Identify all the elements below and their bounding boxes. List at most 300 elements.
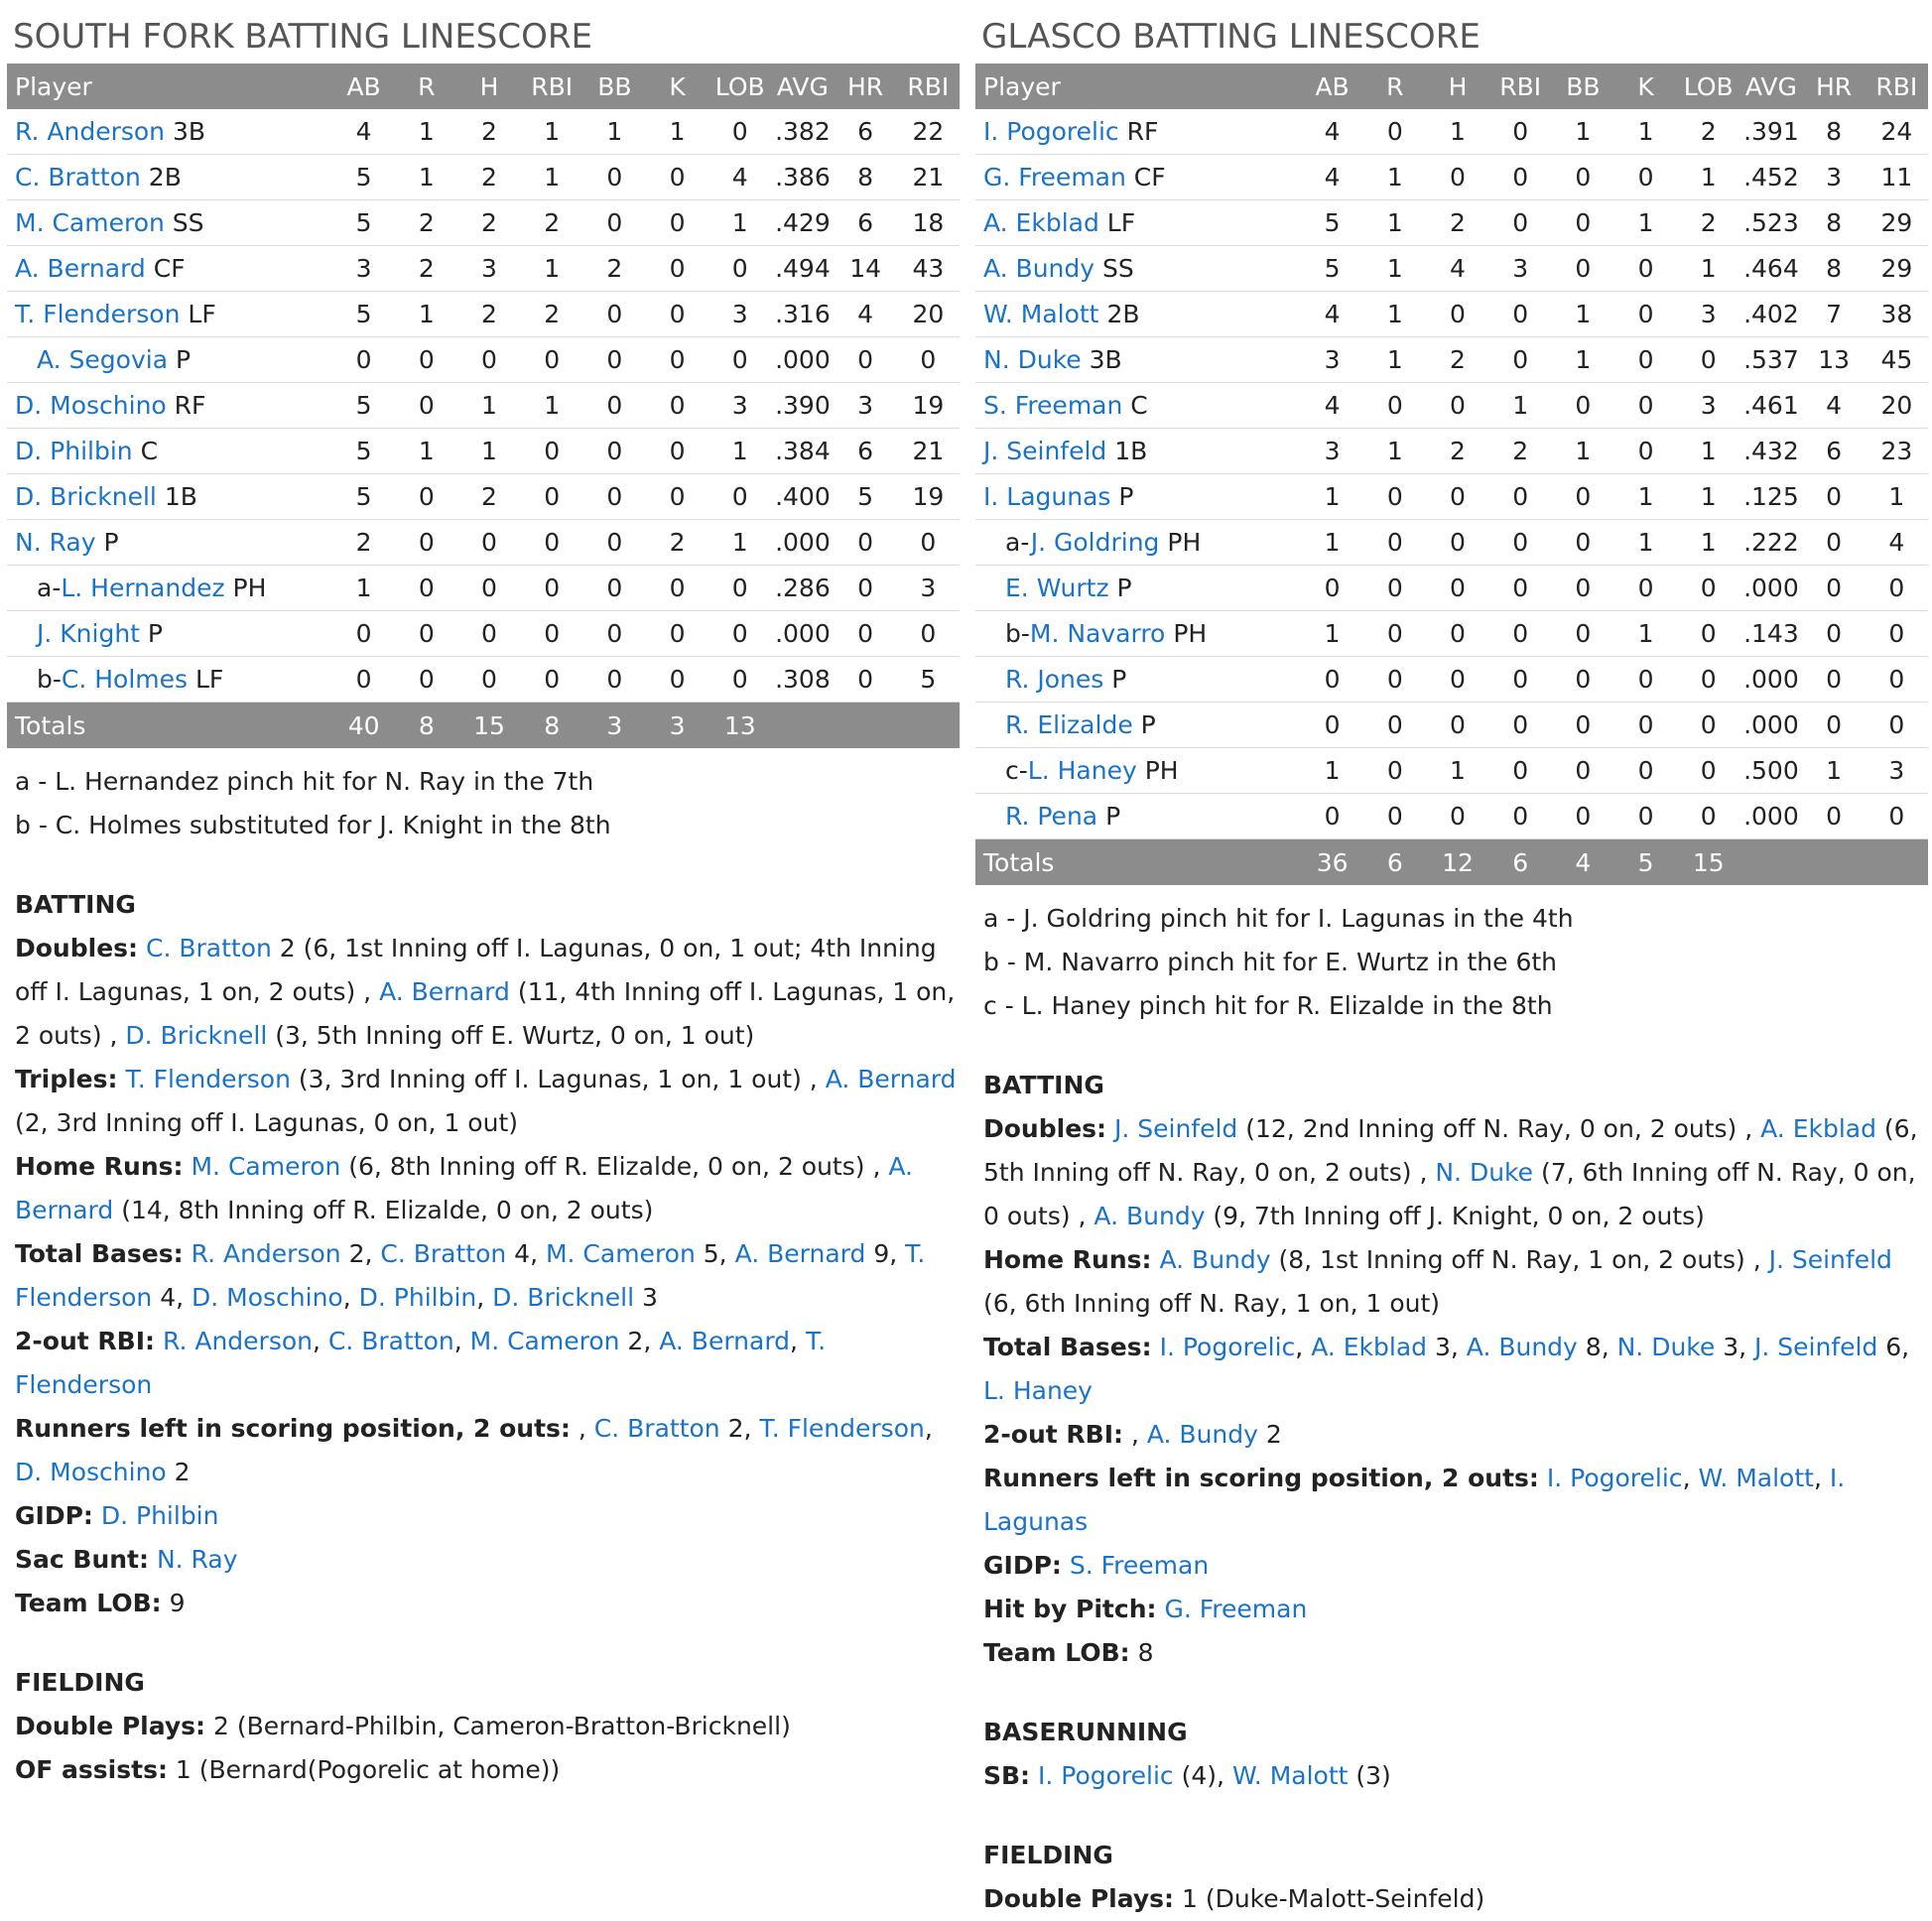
- stat-h: 1: [457, 429, 520, 474]
- totals-stat: 6: [1363, 839, 1426, 886]
- stat-line: [983, 1413, 1928, 1457]
- stat-lob: 0: [1677, 566, 1739, 611]
- stat-bb: 0: [1552, 246, 1614, 292]
- player-link[interactable]: A. Bernard: [734, 1239, 866, 1268]
- player-link[interactable]: A. Ekblad: [1311, 1333, 1428, 1361]
- player-row: [7, 337, 960, 383]
- player-row: [975, 474, 1928, 520]
- player-row: [975, 155, 1928, 200]
- player-name-link[interactable]: A. Ekblad: [983, 208, 1099, 237]
- column-header-lob: LOB: [708, 64, 771, 109]
- totals-label: Totals: [7, 703, 332, 749]
- stat-label: Home Runs:: [15, 1152, 184, 1181]
- stat-label: Runners left in scoring position, 2 outs:: [15, 1414, 571, 1443]
- stat-k: 0: [646, 429, 708, 474]
- player-link[interactable]: D. Moschino: [15, 1458, 167, 1486]
- stat-bb: 0: [1552, 566, 1614, 611]
- stat-h: 0: [457, 337, 520, 383]
- stat-lob: 0: [1677, 794, 1739, 839]
- player-link[interactable]: D. Moschino: [192, 1283, 343, 1312]
- player-link[interactable]: A. Bernard: [15, 1152, 913, 1224]
- player-name-link[interactable]: D. Moschino: [15, 391, 167, 420]
- player-position: CF: [1133, 163, 1166, 192]
- stat-k: 0: [1614, 246, 1677, 292]
- column-header-player: Player: [7, 64, 332, 109]
- column-header-ab: AB: [1301, 64, 1363, 109]
- stat-text: 2,: [719, 1414, 760, 1443]
- player-link[interactable]: M. Cameron: [469, 1327, 620, 1355]
- stat-avg: .000: [771, 520, 834, 566]
- stat-avg: .464: [1739, 246, 1802, 292]
- player-link[interactable]: N. Ray: [156, 1545, 238, 1574]
- player-link[interactable]: L. Haney: [983, 1376, 1093, 1405]
- stat-rbi: 0: [1866, 703, 1928, 748]
- stat-h: 2: [457, 109, 520, 155]
- stat-h: 0: [1426, 383, 1488, 429]
- stat-hr: 0: [1803, 520, 1866, 566]
- player-link[interactable]: A. Bernard: [659, 1327, 791, 1355]
- stat-k: 2: [646, 520, 708, 566]
- stat-lob: 0: [708, 337, 771, 383]
- player-cell: [975, 566, 1301, 611]
- player-link[interactable]: C. Bratton: [145, 934, 272, 962]
- stat-ab: 4: [1301, 155, 1363, 200]
- column-header-avg: AVG: [771, 64, 834, 109]
- stat-ab: 1: [332, 566, 395, 611]
- player-link[interactable]: T. Flenderson: [125, 1065, 291, 1093]
- player-link[interactable]: D. Philbin: [100, 1501, 219, 1530]
- player-name-link[interactable]: J. Seinfeld: [983, 437, 1107, 465]
- column-header-h: H: [1426, 64, 1488, 109]
- player-link[interactable]: J. Seinfeld: [1768, 1245, 1892, 1274]
- player-name-link[interactable]: E. Wurtz: [1005, 574, 1109, 602]
- player-position: PH: [1167, 528, 1202, 557]
- stat-rbi: 5: [897, 657, 960, 703]
- totals-stat: 5: [1614, 839, 1677, 886]
- player-link[interactable]: I. Pogorelic: [1038, 1761, 1174, 1790]
- stat-hr: 3: [835, 383, 897, 429]
- stat-r: 0: [1363, 383, 1426, 429]
- column-header-avg: AVG: [1739, 64, 1802, 109]
- player-name-link[interactable]: W. Malott: [983, 300, 1099, 328]
- stat-bb: 1: [1552, 109, 1614, 155]
- stat-rbi: 1: [1866, 474, 1928, 520]
- stat-label: Team LOB:: [15, 1589, 162, 1617]
- column-header-hr: HR: [1803, 64, 1866, 109]
- stat-text: 2 (Bernard-Philbin, Cameron-Bratton-Bricknell): [212, 1712, 791, 1740]
- totals-row: [7, 703, 960, 749]
- player-row: [975, 611, 1928, 657]
- stat-lob: 0: [708, 109, 771, 155]
- player-link[interactable]: A. Bundy: [1466, 1333, 1578, 1361]
- stat-r: 0: [395, 611, 457, 657]
- stat-k: 0: [1614, 383, 1677, 429]
- stat-k: 1: [1614, 520, 1677, 566]
- stat-r: 1: [395, 429, 457, 474]
- stat-bb: 1: [583, 109, 646, 155]
- stat-k: 0: [646, 200, 708, 246]
- stat-hr: 0: [835, 611, 897, 657]
- player-name-link[interactable]: I. Pogorelic: [983, 117, 1119, 146]
- stat-rbi: 0: [1489, 748, 1552, 794]
- player-link[interactable]: W. Malott: [1231, 1761, 1349, 1790]
- player-link[interactable]: A. Bundy: [1146, 1420, 1258, 1449]
- stat-k: 1: [1614, 200, 1677, 246]
- stat-rbi: 24: [1866, 109, 1928, 155]
- stat-k: 0: [1614, 155, 1677, 200]
- stat-bb: 0: [1552, 703, 1614, 748]
- stat-k: 0: [1614, 703, 1677, 748]
- player-link[interactable]: R. Anderson: [191, 1239, 341, 1268]
- player-cell: [7, 292, 332, 337]
- player-name-link[interactable]: N. Duke: [983, 345, 1082, 374]
- player-row: [7, 246, 960, 292]
- player-link[interactable]: J. Seinfeld: [1113, 1114, 1238, 1143]
- stat-avg: .000: [771, 337, 834, 383]
- substitution-note: c - L. Haney pinch hit for R. Elizalde in the 8th: [983, 991, 1553, 1020]
- stat-text: ,: [476, 1283, 493, 1312]
- player-name-link[interactable]: G. Freeman: [983, 163, 1126, 192]
- stat-label: GIDP:: [983, 1551, 1062, 1580]
- stat-bb: 0: [1552, 474, 1614, 520]
- stat-rbi: 38: [1866, 292, 1928, 337]
- totals-stat: 8: [521, 703, 583, 749]
- player-position: LF: [1106, 208, 1136, 237]
- stat-r: 0: [395, 657, 457, 703]
- stat-ab: 5: [1301, 246, 1363, 292]
- stat-hr: 0: [1803, 794, 1866, 839]
- totals-stat: [771, 703, 834, 749]
- totals-stat: 15: [1677, 839, 1739, 886]
- stat-rbi: 0: [1489, 657, 1552, 703]
- player-name-link[interactable]: D. Bricknell: [15, 482, 157, 511]
- stat-avg: .500: [1739, 748, 1802, 794]
- stat-text: ,: [312, 1327, 328, 1355]
- stat-line: [15, 927, 960, 1058]
- stat-ab: 0: [332, 337, 395, 383]
- player-name-link[interactable]: D. Philbin: [15, 437, 133, 465]
- player-cell: [7, 566, 332, 611]
- stat-ab: 2: [332, 520, 395, 566]
- player-link[interactable]: M. Cameron: [191, 1152, 341, 1181]
- stat-lob: 1: [1677, 155, 1739, 200]
- stat-line: [15, 1748, 960, 1792]
- player-cell: [975, 200, 1301, 246]
- stat-k: 0: [1614, 292, 1677, 337]
- player-name-link[interactable]: A. Segovia: [37, 345, 169, 374]
- stat-text: ,: [790, 1327, 806, 1355]
- stat-line: [983, 1877, 1928, 1921]
- player-link[interactable]: I. Pogorelic: [1159, 1333, 1296, 1361]
- stat-avg: .391: [1739, 109, 1802, 155]
- stat-label: Total Bases:: [983, 1333, 1152, 1361]
- player-cell: [975, 794, 1301, 839]
- baserunning-section: [975, 1711, 1928, 1798]
- player-link[interactable]: G. Freeman: [1164, 1595, 1308, 1623]
- stat-hr: 0: [1803, 657, 1866, 703]
- stat-bb: 1: [1552, 429, 1614, 474]
- stat-lob: 1: [1677, 429, 1739, 474]
- player-position: 1B: [164, 482, 197, 511]
- stat-text: (6, 8th Inning off R. Elizalde, 0 on, 2 outs) ,: [340, 1152, 889, 1181]
- stat-hr: 8: [1803, 109, 1866, 155]
- player-link[interactable]: A. Bernard: [379, 977, 510, 1006]
- player-link[interactable]: N. Duke: [1616, 1333, 1716, 1361]
- stat-rbi: 0: [1489, 109, 1552, 155]
- stat-line: [15, 1232, 960, 1320]
- stat-r: 2: [395, 246, 457, 292]
- player-link[interactable]: J. Seinfeld: [1754, 1333, 1878, 1361]
- player-cell: [7, 109, 332, 155]
- player-row: [975, 246, 1928, 292]
- player-link[interactable]: A. Bundy: [1159, 1245, 1271, 1274]
- stat-rbi: 0: [897, 337, 960, 383]
- player-position: SS: [172, 208, 204, 237]
- stat-r: 0: [1363, 566, 1426, 611]
- stat-hr: 0: [835, 337, 897, 383]
- player-link[interactable]: S. Freeman: [1069, 1551, 1210, 1580]
- stat-ab: 1: [1301, 748, 1363, 794]
- column-header-rbi: RBI: [897, 64, 960, 109]
- player-link[interactable]: N. Duke: [1435, 1158, 1534, 1187]
- stat-k: 0: [646, 383, 708, 429]
- player-link[interactable]: C. Bratton: [327, 1327, 454, 1355]
- player-name-link[interactable]: J. Knight: [37, 619, 140, 648]
- stat-r: 0: [1363, 794, 1426, 839]
- player-name-link[interactable]: J. Goldring: [1030, 528, 1160, 557]
- player-link[interactable]: C. Bratton: [593, 1414, 720, 1443]
- stat-ab: 5: [1301, 200, 1363, 246]
- stat-k: 0: [1614, 794, 1677, 839]
- stat-rbi: 1: [521, 383, 583, 429]
- totals-stat: 8: [395, 703, 457, 749]
- player-row: [7, 383, 960, 429]
- stat-avg: .308: [771, 657, 834, 703]
- stat-rbi: 20: [1866, 383, 1928, 429]
- column-header-lob: LOB: [1677, 64, 1739, 109]
- stat-line: [15, 1705, 960, 1748]
- column-header-hr: HR: [835, 64, 897, 109]
- stat-lob: 0: [708, 611, 771, 657]
- stat-k: 1: [1614, 474, 1677, 520]
- stat-rbi: 2: [1489, 429, 1552, 474]
- stat-bb: 1: [1552, 337, 1614, 383]
- stat-avg: .000: [1739, 657, 1802, 703]
- totals-stat: [897, 703, 960, 749]
- stat-label: Double Plays:: [15, 1712, 206, 1740]
- player-link[interactable]: D. Bricknell: [125, 1021, 268, 1050]
- player-link[interactable]: I. Pogorelic: [1546, 1464, 1683, 1492]
- player-cell: [975, 748, 1301, 794]
- stat-rbi: 0: [521, 520, 583, 566]
- section-title: FIELDING: [983, 1841, 1113, 1869]
- stat-h: 0: [1426, 292, 1488, 337]
- stat-avg: .316: [771, 292, 834, 337]
- stat-h: 3: [457, 246, 520, 292]
- stat-r: 1: [395, 292, 457, 337]
- player-position: PH: [232, 574, 267, 602]
- player-row: [975, 520, 1928, 566]
- column-header-rbi: RBI: [1866, 64, 1928, 109]
- stat-bb: 0: [583, 292, 646, 337]
- player-name-link[interactable]: R. Elizalde: [1005, 710, 1133, 739]
- player-name-link[interactable]: M. Cameron: [15, 208, 165, 237]
- player-name-link[interactable]: A. Bundy: [983, 254, 1095, 283]
- stat-label: OF assists:: [15, 1755, 168, 1784]
- stat-lob: 1: [1677, 474, 1739, 520]
- stat-h: 0: [457, 657, 520, 703]
- stat-bb: 0: [583, 429, 646, 474]
- stat-rbi: 0: [897, 520, 960, 566]
- stat-rbi: 45: [1866, 337, 1928, 383]
- player-name-link[interactable]: C. Bratton: [15, 163, 141, 192]
- column-header-bb: BB: [583, 64, 646, 109]
- stat-lob: 1: [708, 200, 771, 246]
- stat-r: 1: [1363, 429, 1426, 474]
- player-name-link[interactable]: N. Ray: [15, 528, 96, 557]
- stat-ab: 1: [1301, 520, 1363, 566]
- stat-r: 1: [1363, 246, 1426, 292]
- player-row: [7, 429, 960, 474]
- player-position: LF: [195, 665, 224, 694]
- player-link[interactable]: W. Malott: [1698, 1464, 1814, 1492]
- player-link[interactable]: T. Flenderson: [15, 1239, 926, 1312]
- stat-h: 0: [1426, 611, 1488, 657]
- player-cell: [975, 246, 1301, 292]
- player-name-link[interactable]: R. Jones: [1005, 665, 1104, 694]
- stat-line: [15, 1538, 960, 1582]
- player-row: [975, 748, 1928, 794]
- stat-ab: 0: [1301, 657, 1363, 703]
- sub-prefix: c-: [1005, 756, 1028, 785]
- stat-text: ,: [342, 1283, 359, 1312]
- player-row: [975, 429, 1928, 474]
- stat-avg: .000: [1739, 703, 1802, 748]
- stat-hr: 8: [1803, 200, 1866, 246]
- stat-line: [15, 1058, 960, 1145]
- player-row: [975, 292, 1928, 337]
- player-link[interactable]: D. Philbin: [358, 1283, 477, 1312]
- player-name-link[interactable]: R. Anderson: [15, 117, 166, 146]
- stat-h: 0: [1426, 657, 1488, 703]
- stat-text: (3): [1348, 1761, 1391, 1790]
- stat-line: [983, 1107, 1928, 1238]
- fielding-section: [7, 1661, 960, 1792]
- player-link[interactable]: C. Bratton: [380, 1239, 507, 1268]
- player-link[interactable]: R. Anderson: [162, 1327, 313, 1355]
- stat-rbi: 18: [897, 200, 960, 246]
- stat-avg: .402: [1739, 292, 1802, 337]
- player-link[interactable]: A. Bernard: [825, 1065, 957, 1093]
- player-name-link[interactable]: C. Holmes: [61, 665, 189, 694]
- player-position: 2B: [1106, 300, 1140, 328]
- column-header-r: R: [1363, 64, 1426, 109]
- stat-label: 2-out RBI:: [983, 1420, 1124, 1449]
- stat-rbi: 0: [1489, 292, 1552, 337]
- totals-stat: 4: [1552, 839, 1614, 886]
- stat-rbi: 21: [897, 429, 960, 474]
- stat-rbi: 3: [1866, 748, 1928, 794]
- stat-text: (7, 6th Inning off N. Ray, 0 on, 0 outs) ,: [983, 1158, 1916, 1230]
- stat-label: Triples:: [15, 1065, 118, 1093]
- stat-k: 0: [646, 611, 708, 657]
- player-link[interactable]: D. Bricknell: [492, 1283, 635, 1312]
- player-link[interactable]: I. Lagunas: [983, 1464, 1846, 1536]
- player-name-link[interactable]: T. Flenderson: [15, 300, 181, 328]
- stat-rbi: 3: [897, 566, 960, 611]
- player-link[interactable]: T. Flenderson: [15, 1327, 827, 1399]
- totals-stat: 6: [1489, 839, 1552, 886]
- player-cell: [975, 657, 1301, 703]
- player-row: [975, 794, 1928, 839]
- stat-h: 2: [457, 474, 520, 520]
- stat-avg: .286: [771, 566, 834, 611]
- player-name-link[interactable]: L. Hernandez: [61, 574, 225, 602]
- stat-line: [983, 1588, 1928, 1631]
- column-header-k: K: [1614, 64, 1677, 109]
- stat-rbi: 21: [897, 155, 960, 200]
- player-link[interactable]: A. Ekblad: [1760, 1114, 1876, 1143]
- stat-lob: 1: [708, 520, 771, 566]
- stat-hr: 0: [1803, 474, 1866, 520]
- stat-rbi: 1: [1489, 383, 1552, 429]
- player-row: [7, 611, 960, 657]
- stat-r: 0: [395, 383, 457, 429]
- player-row: [975, 657, 1928, 703]
- stat-text: (9, 7th Inning off J. Knight, 0 on, 2 outs): [1205, 1202, 1705, 1230]
- stat-k: 1: [1614, 611, 1677, 657]
- player-name-link[interactable]: I. Lagunas: [983, 482, 1111, 511]
- player-name-link[interactable]: M. Navarro: [1029, 619, 1166, 648]
- stat-avg: .125: [1739, 474, 1802, 520]
- stat-r: 1: [1363, 200, 1426, 246]
- stat-text: 2 (6, 1st Inning off I. Lagunas, 0 on, 1 out; 4th Inning off I. Lagunas, 1 on, 2 outs) ,: [15, 934, 937, 1006]
- player-position: RF: [174, 391, 206, 420]
- stat-hr: 13: [1803, 337, 1866, 383]
- player-name-link[interactable]: R. Pena: [1005, 802, 1098, 831]
- stat-bb: 0: [583, 520, 646, 566]
- stat-text: 2,: [619, 1327, 660, 1355]
- header-row: [7, 64, 960, 109]
- player-link[interactable]: M. Cameron: [545, 1239, 696, 1268]
- stat-r: 1: [1363, 337, 1426, 383]
- stat-line: [983, 1631, 1928, 1675]
- stat-rbi: 0: [1866, 657, 1928, 703]
- stat-avg: .382: [771, 109, 834, 155]
- totals-stat: 40: [332, 703, 395, 749]
- player-link[interactable]: T. Flenderson: [759, 1414, 925, 1443]
- stat-ab: 5: [332, 474, 395, 520]
- stat-bb: 0: [583, 657, 646, 703]
- stat-lob: 0: [1677, 657, 1739, 703]
- player-position: 1B: [1114, 437, 1148, 465]
- stat-label: Team LOB:: [983, 1638, 1130, 1667]
- player-name-link[interactable]: A. Bernard: [15, 254, 146, 283]
- player-position: CF: [153, 254, 186, 283]
- player-name-link[interactable]: L. Haney: [1027, 756, 1137, 785]
- stat-text: 2,: [340, 1239, 381, 1268]
- totals-stat: 13: [708, 703, 771, 749]
- stat-rbi: 3: [1489, 246, 1552, 292]
- player-link[interactable]: A. Bundy: [1094, 1202, 1206, 1230]
- stat-hr: 3: [1803, 155, 1866, 200]
- player-name-link[interactable]: S. Freeman: [983, 391, 1123, 420]
- stat-label: Double Plays:: [983, 1884, 1175, 1913]
- stat-r: 0: [395, 337, 457, 383]
- stat-text: 4,: [152, 1283, 192, 1312]
- player-position: 2B: [148, 163, 182, 192]
- team-title: GLASCO BATTING LINESCORE: [981, 17, 1481, 57]
